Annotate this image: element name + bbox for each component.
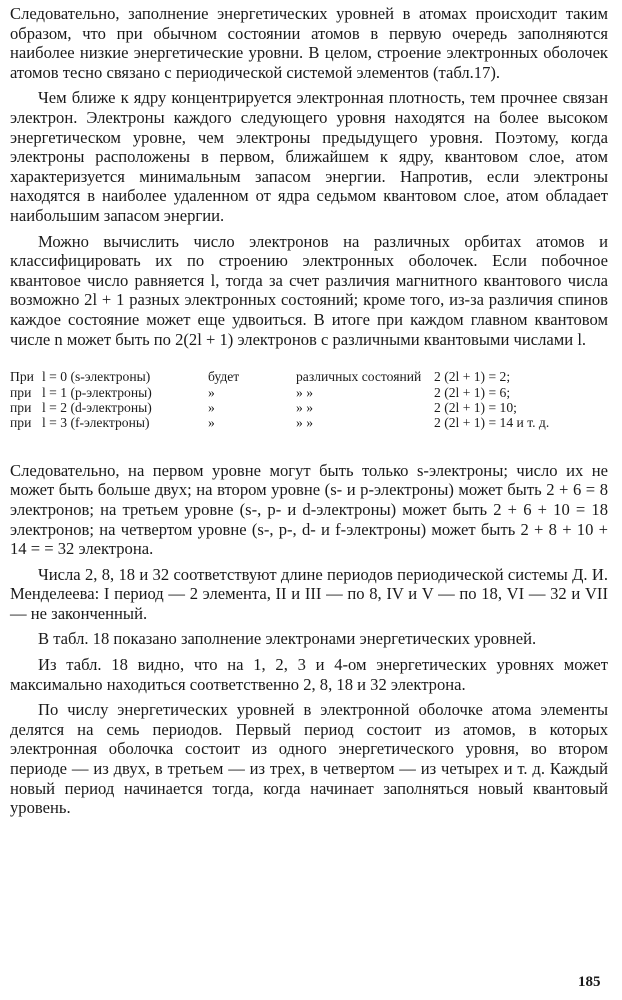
- formula-pri: при: [10, 384, 32, 400]
- formula-row: [10, 385, 608, 400]
- paragraph-2: Чем ближе к ядру концентрируется электронная плотность, тем прочнее связан электрон. Электроны каждого следующего уровня находятся на более высоком энергетическом уровне, чем электроны предыдущего уровня. Поэтому, когда электроны расположены в первом, ближайшем к ядру, квантовом слое, атом характеризуется минимальным запасом энергии. Напротив, если электроны находятся в наиболее удаленном от ядра седьмом квантовом слое, атом обладает наибольшим запасом энергии.: [10, 88, 608, 225]
- paragraph-5: Числа 2, 8, 18 и 32 соответствуют длине периодов периодической системы Д. И. Менделеева: I период — 2 элемента, II и III — по 8, IV и V — по 18, VI — 32 и VII — не законченный.: [10, 564, 608, 623]
- paragraph-1: Следовательно, заполнение энергетических уровней в атомах происходит таким образом, что при обычном состоянии атомов в первую очередь заполняются наиболее низкие энергетические уровни. В целом, строение электронных оболочек атомов тесно связано с периодической системой элементов (табл.17).: [10, 4, 608, 82]
- formula-eq: 2 (2l + 1) = 6;: [434, 384, 511, 400]
- paragraph-6: В табл. 18 показано заполнение электронами энергетических уровней.: [38, 629, 537, 649]
- formula-pri: при: [10, 415, 32, 431]
- formula-eq: 2 (2l + 1) = 14 и т. д.: [434, 415, 550, 431]
- formula-type: l = 0 (s-электроны): [42, 369, 151, 385]
- formula-pri: При: [10, 369, 34, 385]
- paragraph-8: По числу энергетических уровней в электронной оболочке атома элементы делятся на семь периодов. Первый период состоит из атомов, в которых электронная оболочка состоит из одного энергетического уровня, во втором периоде — из двух, в третьем — из трех, в четвертом — из четырех и т. д. Каждый новый период начинается тогда, когда начинает заполняться новый квантовый уровень.: [10, 700, 608, 818]
- formula-row: [10, 369, 608, 384]
- formula-col-b: » »: [296, 384, 313, 400]
- formula-type: l = 2 (d-электроны): [42, 399, 152, 415]
- paragraph-4: Следовательно, на первом уровне могут быть только s-электроны; число их не может быть больше двух; на втором уровне (s- и p-электроны) может быть 2 + 6 = 8 электронов; на третьем уровне (s-, p- и d-электроны) может быть 2 + 6 + 10 = 18 электронов; на четвертом уровне (s-, p-, d- и f-электроны) может быть 2 + 8 + 10 + 14 = = 32 электрона.: [10, 460, 608, 559]
- formula-col-a: »: [208, 384, 215, 400]
- formula-type: l = 1 (p-электроны): [42, 384, 152, 400]
- page-body: [10, 4, 608, 824]
- page-number: 185: [578, 974, 601, 990]
- formula-col-b: » »: [296, 399, 313, 415]
- formula-col-b: различных состояний: [296, 369, 422, 385]
- formula-type: l = 3 (f-электроны): [42, 415, 150, 431]
- formula-eq: 2 (2l + 1) = 10;: [434, 399, 517, 415]
- formula-col-a: »: [208, 415, 215, 431]
- formula-eq: 2 (2l + 1) = 2;: [434, 369, 511, 385]
- paragraph-7: Из табл. 18 видно, что на 1, 2, 3 и 4-ом энергетических уровнях может максимально находиться соответственно 2, 8, 18 и 32 электрона.: [10, 655, 608, 694]
- formula-pri: при: [10, 399, 32, 415]
- formula-row: [10, 415, 608, 430]
- formula-col-b: » »: [296, 415, 313, 431]
- formula-col-a: будет: [208, 369, 240, 385]
- formula-col-a: »: [208, 399, 215, 415]
- formula-table: [10, 369, 608, 431]
- paragraph-3: Можно вычислить число электронов на различных орбитах атомов и классифицировать их по строению электронных оболочек. Если побочное квантовое число равняется l, тогда за счет различия магнитного квантового числа возможно 2l + 1 разных электронных состояний; кроме того, из-за различия спинов каждое состояние может еще удвоиться. В итоге при каждом главном квантовом числе n может быть по 2(2l + 1) электронов с различными квантовыми числами l.: [10, 231, 608, 349]
- formula-row: [10, 400, 608, 415]
